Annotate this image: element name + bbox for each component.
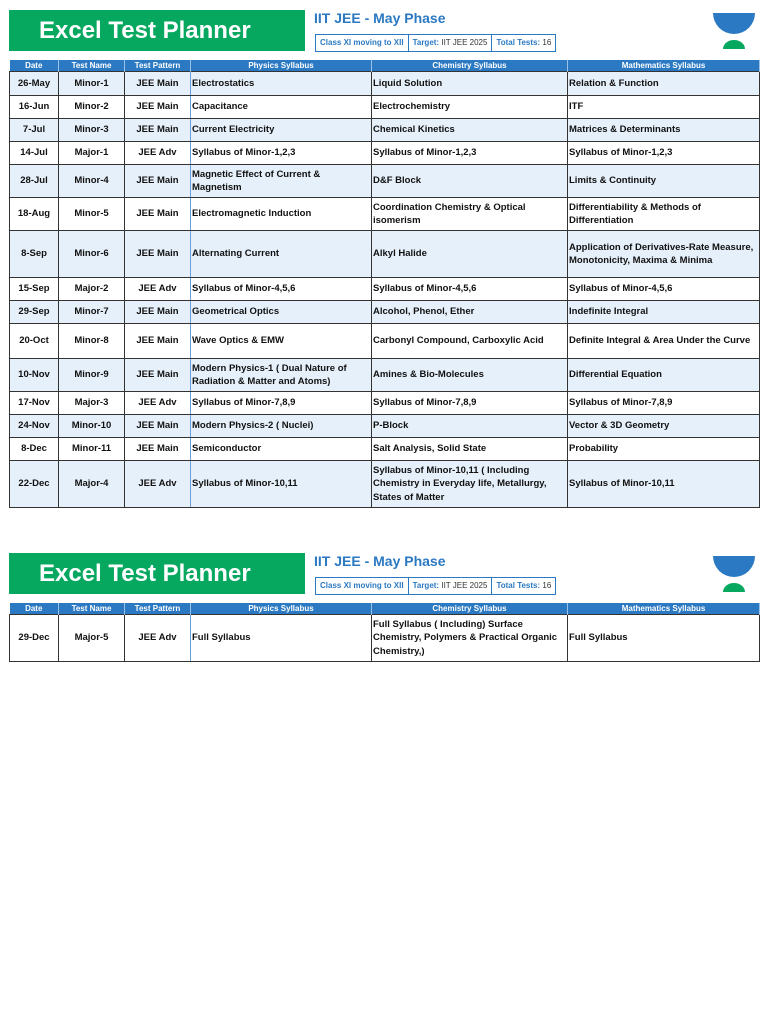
- column-header: Test Name: [59, 60, 125, 72]
- physics-cell: Electrostatics: [191, 72, 372, 96]
- physics-cell: Semiconductor: [191, 438, 372, 461]
- math-cell: Full Syllabus: [568, 615, 760, 662]
- math-cell: Relation & Function: [568, 72, 760, 96]
- meta-target: Target: IIT JEE 2025: [409, 578, 493, 594]
- column-header: Date: [10, 60, 59, 72]
- test-pattern-cell: JEE Main: [125, 198, 191, 231]
- unacademy-logo-icon: [713, 556, 755, 596]
- table-row: [10, 142, 760, 165]
- math-cell: Application of Derivatives-Rate Measure, Monotonicity, Maxima & Minima: [568, 231, 760, 278]
- column-header: Test Pattern: [125, 60, 191, 72]
- date-cell: 7-Jul: [10, 119, 59, 142]
- physics-cell: Syllabus of Minor-1,2,3: [191, 142, 372, 165]
- column-header: Mathematics Syllabus: [568, 60, 760, 72]
- chemistry-cell: Electrochemistry: [372, 96, 568, 119]
- test-name-cell: Minor-3: [59, 119, 125, 142]
- phase-title: IIT JEE - May Phase: [314, 10, 446, 26]
- date-cell: 29-Dec: [10, 615, 59, 662]
- test-pattern-cell: JEE Adv: [125, 615, 191, 662]
- date-cell: 18-Aug: [10, 198, 59, 231]
- meta-strip: [315, 34, 556, 52]
- math-cell: Syllabus of Minor-7,8,9: [568, 392, 760, 415]
- column-header: Mathematics Syllabus: [568, 603, 760, 615]
- test-name-cell: Major-4: [59, 461, 125, 508]
- date-cell: 8-Sep: [10, 231, 59, 278]
- test-name-cell: Minor-10: [59, 415, 125, 438]
- table-row: [10, 278, 760, 301]
- chemistry-cell: Syllabus of Minor-4,5,6: [372, 278, 568, 301]
- planner-header: [9, 10, 759, 60]
- math-cell: Syllabus of Minor-1,2,3: [568, 142, 760, 165]
- date-cell: 14-Jul: [10, 142, 59, 165]
- test-name-cell: Minor-9: [59, 359, 125, 392]
- physics-cell: Capacitance: [191, 96, 372, 119]
- brand-title: Excel Test Planner: [9, 10, 305, 51]
- physics-cell: Alternating Current: [191, 231, 372, 278]
- chemistry-cell: Amines & Bio-Molecules: [372, 359, 568, 392]
- table-row: [10, 72, 760, 96]
- planner-section-2: [9, 553, 759, 662]
- date-cell: 10-Nov: [10, 359, 59, 392]
- planner-section-1: [9, 10, 759, 508]
- table-row: [10, 615, 760, 662]
- physics-cell: Modern Physics-2 ( Nuclei): [191, 415, 372, 438]
- table-row: [10, 461, 760, 508]
- meta-class: Class XI moving to XII: [316, 35, 409, 51]
- meta-total: Total Tests: 16: [496, 581, 552, 590]
- test-name-cell: Minor-7: [59, 301, 125, 324]
- test-name-cell: Minor-4: [59, 165, 125, 198]
- physics-cell: Syllabus of Minor-7,8,9: [191, 392, 372, 415]
- chemistry-cell: P-Block: [372, 415, 568, 438]
- chemistry-cell: Alcohol, Phenol, Ether: [372, 301, 568, 324]
- column-header: Chemistry Syllabus: [372, 603, 568, 615]
- math-cell: Differentiability & Methods of Differentiation: [568, 198, 760, 231]
- date-cell: 17-Nov: [10, 392, 59, 415]
- test-pattern-cell: JEE Adv: [125, 142, 191, 165]
- math-cell: Differential Equation: [568, 359, 760, 392]
- meta-strip: [315, 577, 556, 595]
- test-name-cell: Major-2: [59, 278, 125, 301]
- chemistry-cell: Full Syllabus ( Including) Surface Chemistry, Polymers & Practical Organic Chemistry,): [372, 615, 568, 662]
- math-cell: Syllabus of Minor-4,5,6: [568, 278, 760, 301]
- test-pattern-cell: JEE Main: [125, 72, 191, 96]
- test-pattern-cell: JEE Main: [125, 119, 191, 142]
- date-cell: 22-Dec: [10, 461, 59, 508]
- table-row: [10, 119, 760, 142]
- test-name-cell: Minor-6: [59, 231, 125, 278]
- table-row: [10, 231, 760, 278]
- test-pattern-cell: JEE Main: [125, 231, 191, 278]
- test-pattern-cell: JEE Main: [125, 96, 191, 119]
- chemistry-cell: Chemical Kinetics: [372, 119, 568, 142]
- column-header: Physics Syllabus: [191, 60, 372, 72]
- table-row: [10, 165, 760, 198]
- test-name-cell: Minor-2: [59, 96, 125, 119]
- meta-target: Target: IIT JEE 2025: [409, 35, 493, 51]
- physics-cell: Full Syllabus: [191, 615, 372, 662]
- date-cell: 20-Oct: [10, 324, 59, 359]
- schedule-table-2: [9, 603, 760, 662]
- column-header: Test Pattern: [125, 603, 191, 615]
- math-cell: ITF: [568, 96, 760, 119]
- chemistry-cell: Liquid Solution: [372, 72, 568, 96]
- test-name-cell: Minor-11: [59, 438, 125, 461]
- meta-total: Total Tests: 16: [496, 38, 552, 47]
- math-cell: Vector & 3D Geometry: [568, 415, 760, 438]
- table-row: [10, 438, 760, 461]
- chemistry-cell: Alkyl Halide: [372, 231, 568, 278]
- chemistry-cell: Coordination Chemistry & Optical isomerism: [372, 198, 568, 231]
- table-row: [10, 415, 760, 438]
- math-cell: Indefinite Integral: [568, 301, 760, 324]
- math-cell: Definite Integral & Area Under the Curve: [568, 324, 760, 359]
- date-cell: 15-Sep: [10, 278, 59, 301]
- unacademy-logo-icon: [713, 13, 755, 53]
- chemistry-cell: D&F Block: [372, 165, 568, 198]
- chemistry-cell: Syllabus of Minor-10,11 ( Including Chemistry in Everyday life, Metallurgy, States of Matter: [372, 461, 568, 508]
- physics-cell: Syllabus of Minor-4,5,6: [191, 278, 372, 301]
- brand-title: Excel Test Planner: [9, 553, 305, 594]
- test-pattern-cell: JEE Main: [125, 438, 191, 461]
- column-header: Physics Syllabus: [191, 603, 372, 615]
- date-cell: 24-Nov: [10, 415, 59, 438]
- planner-header: [9, 553, 759, 603]
- date-cell: 26-May: [10, 72, 59, 96]
- test-pattern-cell: JEE Main: [125, 165, 191, 198]
- math-cell: Limits & Continuity: [568, 165, 760, 198]
- column-header: Chemistry Syllabus: [372, 60, 568, 72]
- physics-cell: Syllabus of Minor-10,11: [191, 461, 372, 508]
- test-name-cell: Minor-5: [59, 198, 125, 231]
- meta-class: Class XI moving to XII: [316, 578, 409, 594]
- physics-cell: Current Electricity: [191, 119, 372, 142]
- chemistry-cell: Syllabus of Minor-7,8,9: [372, 392, 568, 415]
- table-row: [10, 96, 760, 119]
- test-name-cell: Minor-8: [59, 324, 125, 359]
- table-row: [10, 324, 760, 359]
- chemistry-cell: Salt Analysis, Solid State: [372, 438, 568, 461]
- test-pattern-cell: JEE Main: [125, 415, 191, 438]
- date-cell: 29-Sep: [10, 301, 59, 324]
- math-cell: Probability: [568, 438, 760, 461]
- table-row: [10, 301, 760, 324]
- physics-cell: Geometrical Optics: [191, 301, 372, 324]
- table-row: [10, 392, 760, 415]
- test-name-cell: Major-1: [59, 142, 125, 165]
- math-cell: Matrices & Determinants: [568, 119, 760, 142]
- column-header: Test Name: [59, 603, 125, 615]
- test-pattern-cell: JEE Adv: [125, 278, 191, 301]
- test-name-cell: Major-3: [59, 392, 125, 415]
- math-cell: Syllabus of Minor-10,11: [568, 461, 760, 508]
- chemistry-cell: Carbonyl Compound, Carboxylic Acid: [372, 324, 568, 359]
- chemistry-cell: Syllabus of Minor-1,2,3: [372, 142, 568, 165]
- test-pattern-cell: JEE Adv: [125, 461, 191, 508]
- test-pattern-cell: JEE Main: [125, 359, 191, 392]
- test-name-cell: Major-5: [59, 615, 125, 662]
- test-pattern-cell: JEE Adv: [125, 392, 191, 415]
- test-pattern-cell: JEE Main: [125, 324, 191, 359]
- table-row: [10, 359, 760, 392]
- phase-title: IIT JEE - May Phase: [314, 553, 446, 569]
- physics-cell: Modern Physics-1 ( Dual Nature of Radiation & Matter and Atoms): [191, 359, 372, 392]
- physics-cell: Magnetic Effect of Current & Magnetism: [191, 165, 372, 198]
- test-pattern-cell: JEE Main: [125, 301, 191, 324]
- date-cell: 16-Jun: [10, 96, 59, 119]
- date-cell: 8-Dec: [10, 438, 59, 461]
- physics-cell: Electromagnetic Induction: [191, 198, 372, 231]
- physics-cell: Wave Optics & EMW: [191, 324, 372, 359]
- column-header: Date: [10, 603, 59, 615]
- date-cell: 28-Jul: [10, 165, 59, 198]
- schedule-table-1: [9, 60, 760, 508]
- test-name-cell: Minor-1: [59, 72, 125, 96]
- table-row: [10, 198, 760, 231]
